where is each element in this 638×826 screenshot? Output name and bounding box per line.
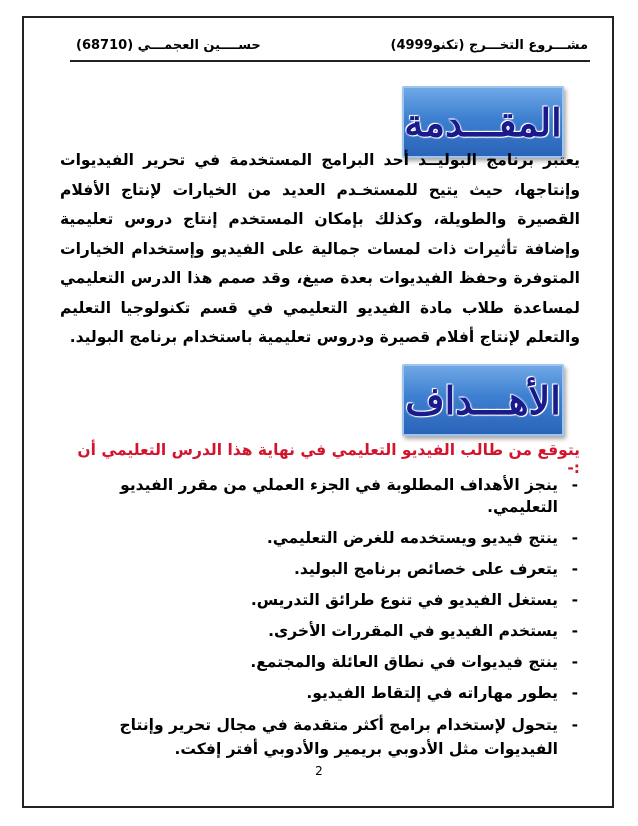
goal-text: يتعرف على خصائص برنامج البوليد. bbox=[294, 560, 558, 578]
bullet-dash: - bbox=[571, 622, 578, 640]
intro-paragraph: يعتبر برنامج البوليــد أحد البرامج المستخدمة في تحرير الفيديوات وإنتاجها، حيث يتيح للمستخـدم العديد من الخيارات لإنتاج الأفلام القصيرة والطويلة، وكذلك بإمكان المستخدم إنتاج دروس تعليمية وإضافة تأثيرات ذات لمسات جمالية على الفيديو وإستخدام الخيارات المتوفرة وحفظ الفيديوات بعدة صيغ، وقد صمم هذا الدرس التعليمي لمساعدة طلاب مادة الفيديو التعليمي في قسم تكنولوجيا التعليم والتعلم لإنتاج أفلام قصيرة ودروس تعليمية باستخدام برنامج البوليد. bbox=[60, 151, 580, 346]
header-divider bbox=[70, 60, 590, 62]
goals-list bbox=[60, 474, 580, 770]
goal-text: ينجز الأهداف المطلوبة في الجزء العملي من مقرر الفيديو التعليمي. bbox=[120, 476, 558, 516]
goal-text: ينتج فيديو ويستخدمه للغرض التعليمي. bbox=[266, 529, 558, 547]
goal-item bbox=[60, 651, 580, 673]
bullet-dash: - bbox=[571, 476, 578, 494]
goal-text: يستغل الفيديو في تنوع طرائق التدريس. bbox=[250, 591, 558, 609]
goal-text: يتحول لإستخدام برامج أكثر متقدمة في مجال تحرير وإنتاج الفيديوات مثل الأدوبي بريمير والأدوبي أفتر إفكت. bbox=[119, 716, 558, 758]
goal-text: يطور مهاراته في إلتقاط الفيديو. bbox=[306, 684, 558, 702]
page-header bbox=[40, 38, 598, 60]
goal-item bbox=[60, 527, 580, 549]
goal-item bbox=[60, 713, 580, 761]
goal-text: ينتج فيديوات في نطاق العائلة والمجتمع. bbox=[250, 653, 558, 671]
goals-title: الأهـــداف bbox=[405, 377, 561, 423]
page-number: 2 bbox=[315, 764, 323, 778]
goals-lead-text: يتوقع من طالب الفيديو التعليمي في نهاية هذا الدرس التعليمي أن :- bbox=[77, 441, 580, 477]
intro-title: المقـــدمة bbox=[404, 99, 562, 145]
header-student: حســــين العجمـــي (68710) bbox=[76, 38, 261, 53]
bullet-dash: - bbox=[571, 716, 578, 734]
goal-item bbox=[60, 558, 580, 580]
bullet-dash: - bbox=[571, 560, 578, 578]
bullet-dash: - bbox=[571, 684, 578, 702]
bullet-dash: - bbox=[571, 653, 578, 671]
bullet-dash: - bbox=[571, 591, 578, 609]
goal-item bbox=[60, 589, 580, 611]
bullet-dash: - bbox=[571, 529, 578, 547]
goal-text: يستخدم الفيديو في المقررات الأخرى. bbox=[268, 622, 558, 640]
goal-item bbox=[60, 474, 580, 518]
goal-item bbox=[60, 682, 580, 704]
header-project: مشـــروع التخـــرج (تكنو4999) bbox=[390, 38, 588, 53]
goals-title-banner bbox=[402, 364, 564, 436]
goal-item bbox=[60, 620, 580, 642]
